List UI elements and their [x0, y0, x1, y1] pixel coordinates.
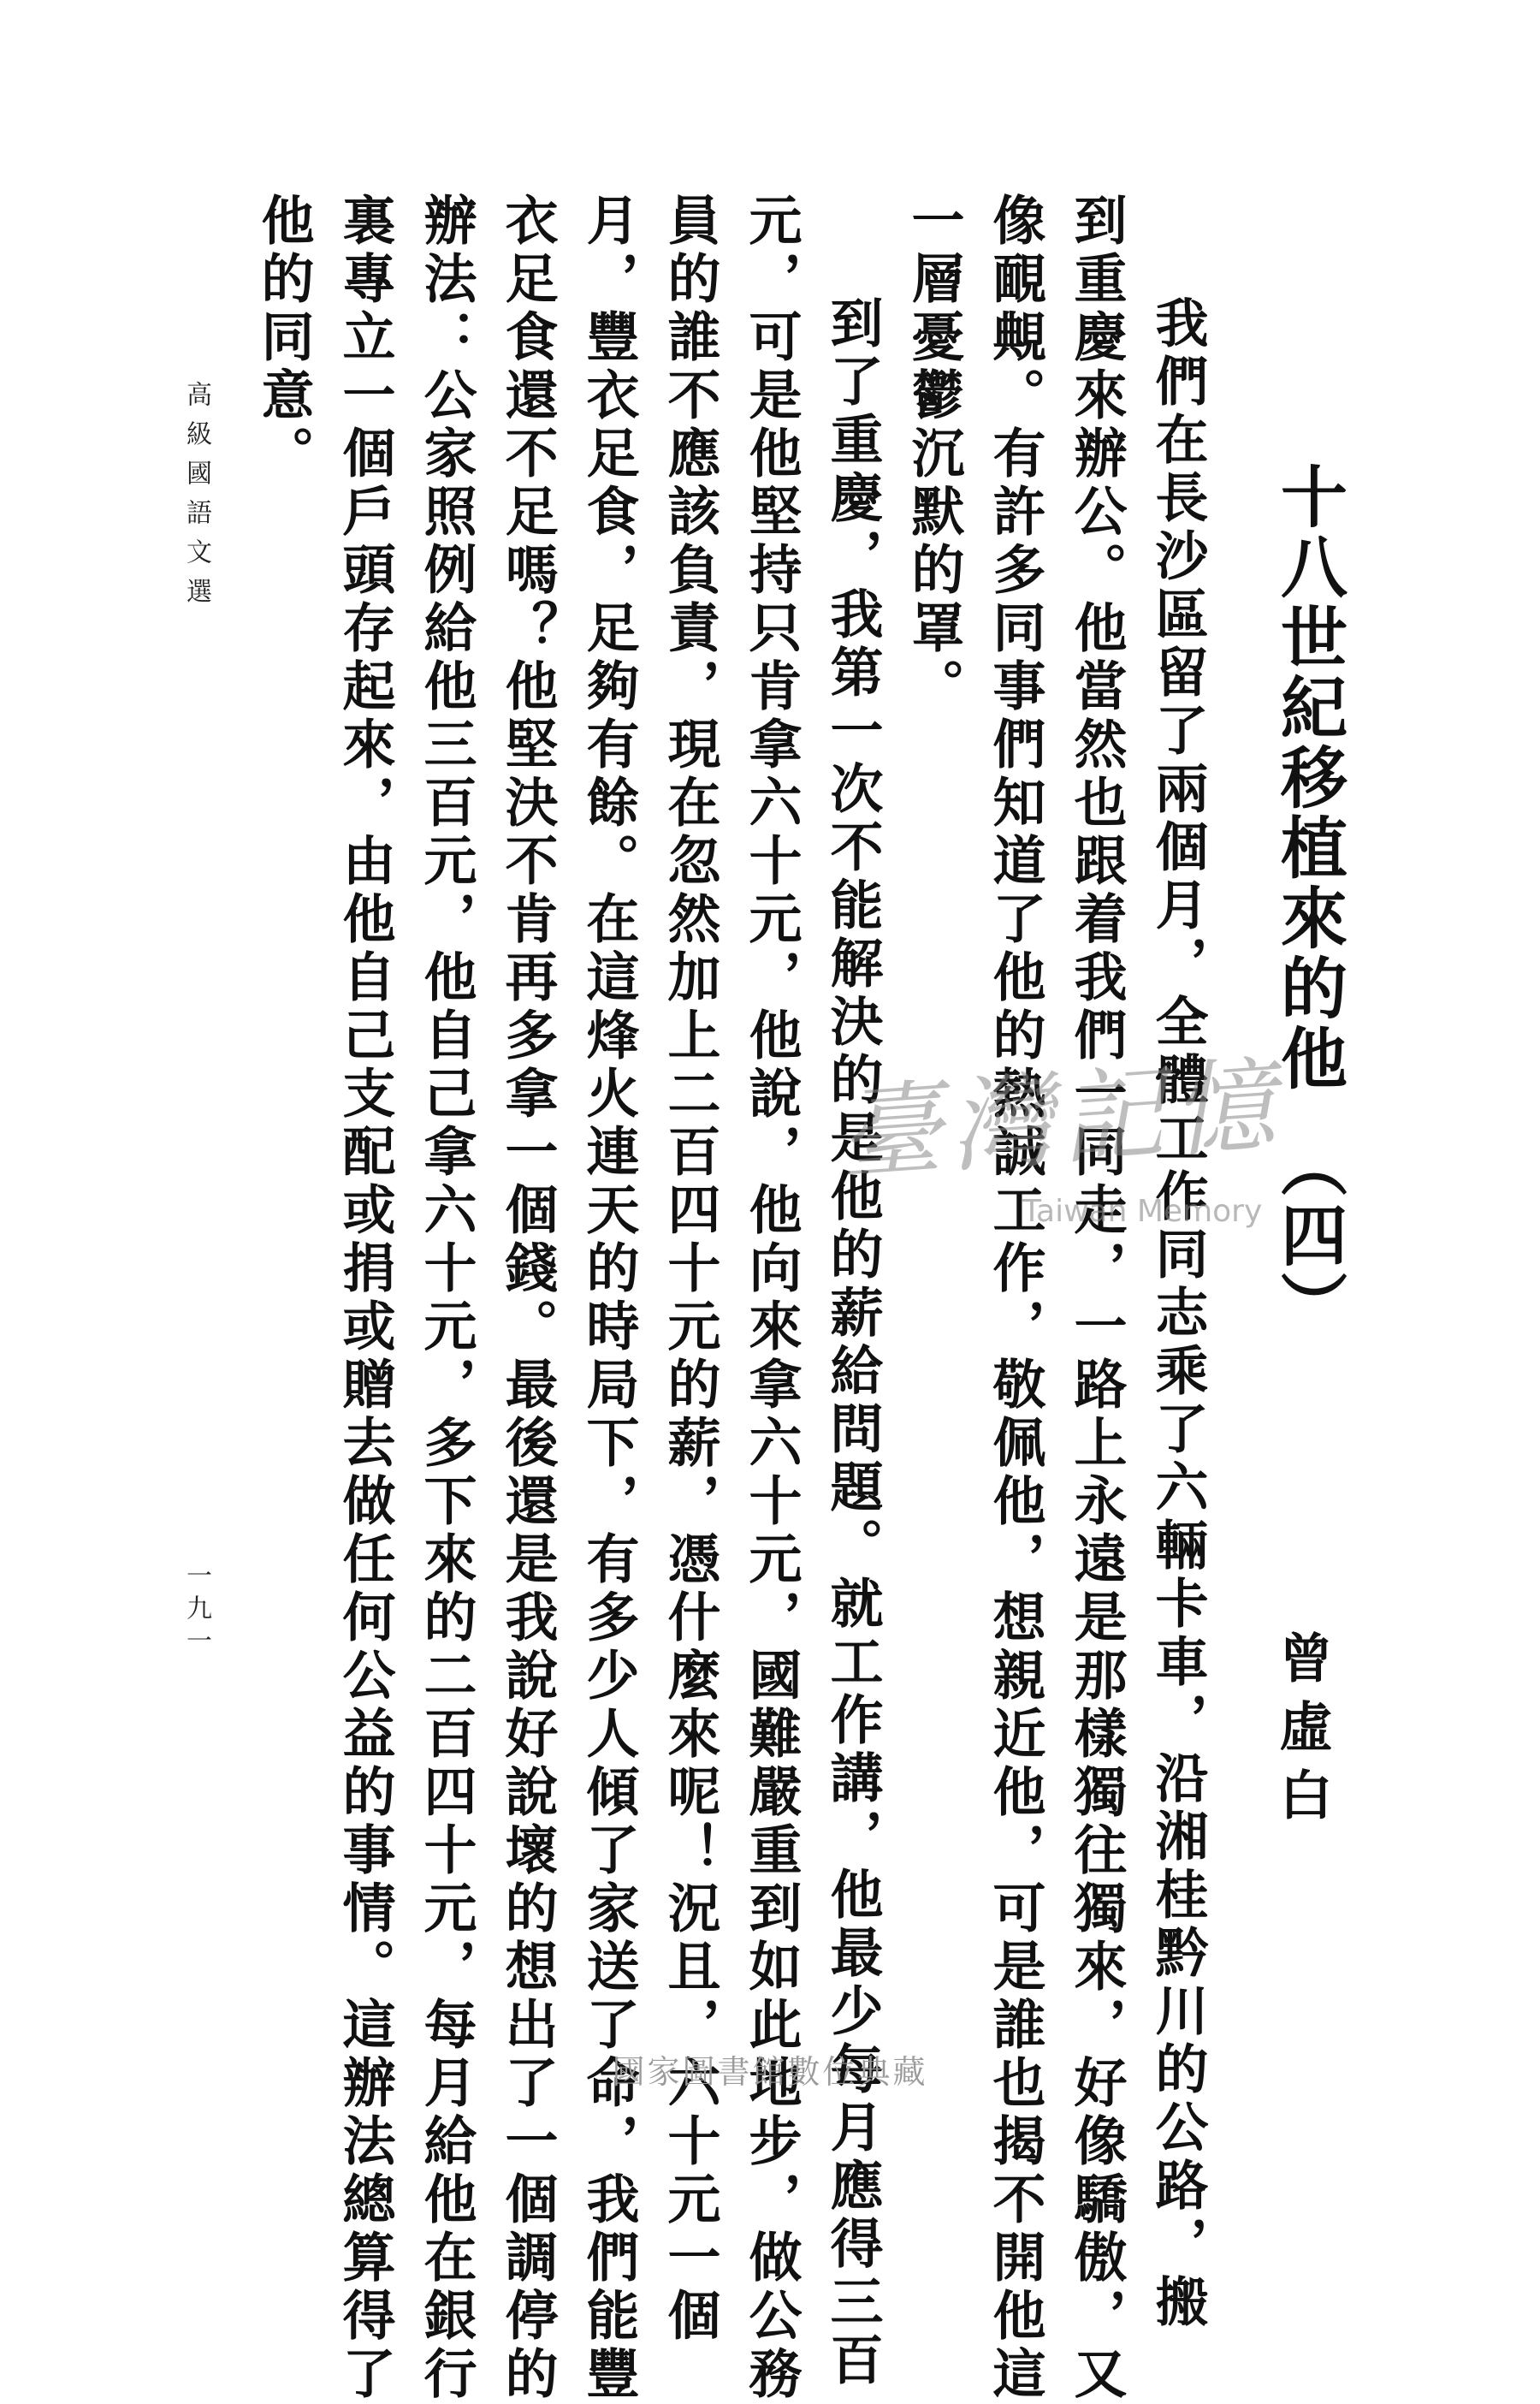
body-line: 到重慶來辦公。他當然也跟着我們一同走，一路上永遠是那樣獨往獨來，好像驕傲，又 — [1065, 193, 1128, 2404]
body-line: 員的誰不應該負責，現在忽然加上二百四十元的薪，憑什麼來呢！況且，六十元一個 — [659, 193, 721, 2346]
body-line: 他的同意。 — [252, 193, 315, 484]
footer-caption: 國家圖書館數位典藏 — [612, 2053, 928, 2091]
article-title: 十八世紀移植來的他 （四） — [1270, 462, 1348, 1341]
body-line: 一層憂鬱沉默的罩。 — [903, 193, 965, 716]
body-line: 辦法：公家照例給他三百元，他自己拿六十元，多下來的二百四十元，每月給他在銀行 — [415, 193, 477, 2404]
body-line: 元，可是他堅持只肯拿六十元，他說，他向來拿六十元，國難嚴重到如此地步，做公務 — [740, 193, 803, 2404]
body-line: 到了重慶，我第一次不能解決的是他的薪給問題。就工作講，他最少每月應得三百 — [821, 295, 884, 2390]
watermark-subtext: Taiwan Memory — [1022, 1194, 1263, 1229]
body-line: 我們在長沙區留了兩個月，全體工作同志乘了六輛卡車，沿湘桂黔川的公路，搬 — [1146, 295, 1209, 2332]
watermark-logo: 臺灣記憶 — [834, 1046, 1288, 1196]
body-line: 衣足食還不足嗎？他堅決不肯再多拿一個錢。最後還是我說好說壞的想出了一個調停的 — [496, 193, 559, 2404]
body-line: 裏專立一個戶頭存起來，由他自己支配或捐或贈去做任何公益的事情。這辦法總算得了 — [334, 193, 396, 2404]
author-name: 曾虛白 — [1270, 1630, 1333, 1836]
running-title: 高級國語文選 — [181, 381, 211, 617]
body-line: 月，豐衣足食，足夠有餘。在這烽火連天的時局下，有多少人傾了家送了命，我們能豐 — [578, 193, 640, 2404]
body-line: 像靦覥。有許多同事們知道了他的熱誠工作，敬佩他，想親近他，可是誰也揭不開他這 — [984, 193, 1046, 2404]
page-number: 一九一 — [181, 1562, 211, 1659]
